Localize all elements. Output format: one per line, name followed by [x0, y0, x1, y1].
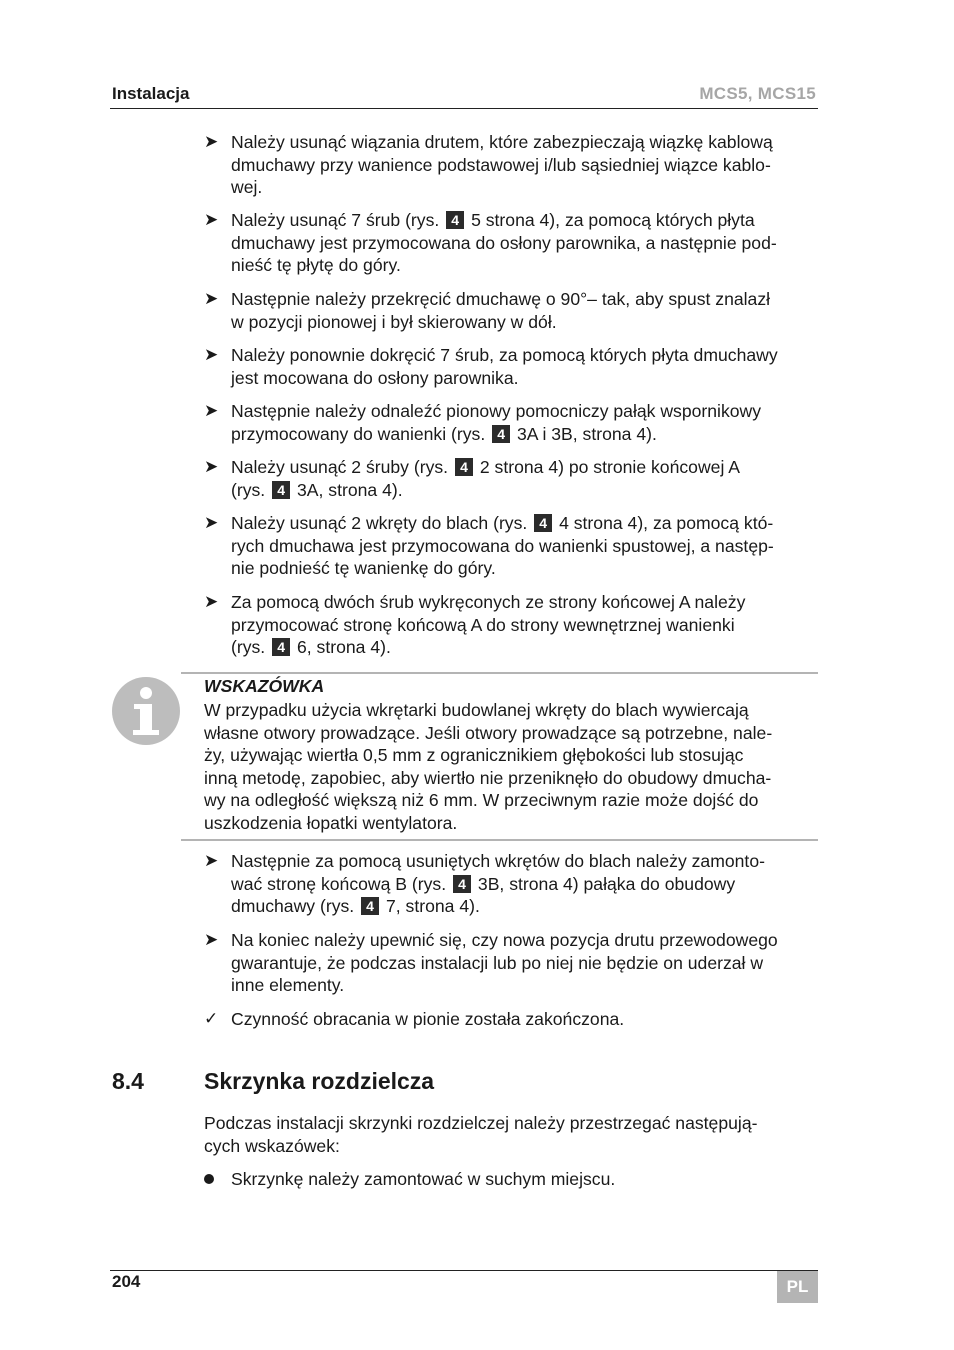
section-title: Skrzynka rozdzielcza	[204, 1068, 435, 1094]
step-item	[204, 929, 820, 997]
step-text: Należy usunąć 2 śruby (rys. 4 2 strona 4) po stronie końcowej A (rys. 4 3A, strona 4).	[231, 457, 741, 500]
checkmark-icon: ✓	[204, 1009, 219, 1028]
arrow-bullet-icon: ➤	[204, 851, 219, 870]
bullet-dot-icon	[204, 1168, 226, 1191]
arrow-bullet-icon: ➤	[204, 457, 219, 476]
step-item	[204, 591, 820, 659]
bullet-item	[204, 1168, 820, 1191]
step-text: Następnie za pomocą usuniętych wkrętów do blach należy zamonto- wać stronę końcową B (rys. 4 3B, strona 4) pałąka do obudowy dmuchawy (rys. 4 7, strona 4).	[231, 851, 765, 916]
note-title: WSKAZÓWKA	[204, 676, 325, 696]
step-item	[204, 209, 820, 277]
step-text: Następnie należy przekręcić dmuchawę o 90°– tak, aby spust znalazł w pozycji pionowej i był skierowany w dół.	[231, 289, 771, 332]
step-item	[204, 131, 820, 199]
figure-ref-badge: 4	[534, 514, 552, 532]
arrow-bullet-icon: ➤	[204, 345, 219, 364]
note-body: W przypadku użycia wkrętarki budowlanej wkręty do blach wywiercają własne otwory prowadzące. Jeśli otwory prowadzące są potrzebne, nale- ży, używając wiertła 0,5 mm z ogranicznikiem głębokości lub stosując inną metodę, zapobiec, aby wiertło nie przeniknęło do obudowy dmucha- wy na odległość większą niż 6 mm. W przeciwnym razie może dojść do uszkodzenia łopatki wentylatora.	[204, 700, 773, 833]
step-item	[204, 456, 820, 501]
figure-ref-badge: 4	[455, 458, 473, 476]
result-item	[204, 1008, 820, 1031]
note-bottom-rule	[181, 839, 818, 841]
step-text: Należy usunąć 2 wkręty do blach (rys. 4 4 strona 4), za pomocą któ- rych dmuchawa jest przymocowana do wanienki spustowej, a następ- nie podnieść tę wanienkę do góry.	[231, 513, 774, 578]
step-text: Następnie należy odnaleźć pionowy pomocniczy pałąk wspornikowy przymocowany do wanienki (rys. 4 3A i 3B, strona 4).	[231, 401, 762, 444]
section-number: 8.4	[112, 1068, 144, 1094]
arrow-bullet-icon: ➤	[204, 132, 219, 151]
figure-ref-badge: 4	[272, 481, 290, 499]
footer-rule	[110, 1270, 818, 1271]
note-top-rule	[181, 672, 818, 674]
figure-ref-badge: 4	[272, 638, 290, 656]
step-text: Należy usunąć wiązania drutem, które zabezpieczają wiązkę kablową dmuchawy przy wanience podstawowej i/lub sąsiedniej wiązce kablo- wej.	[231, 132, 773, 197]
figure-ref-badge: 4	[453, 875, 471, 893]
header-rule	[110, 108, 818, 109]
arrow-bullet-icon: ➤	[204, 592, 219, 611]
header-section-title: Instalacja	[112, 84, 190, 103]
arrow-bullet-icon: ➤	[204, 513, 219, 532]
bullet-text: Skrzynkę należy zamontować w suchym miejscu.	[231, 1169, 616, 1189]
figure-ref-badge: 4	[492, 425, 510, 443]
info-icon	[112, 677, 180, 745]
figure-ref-badge: 4	[361, 897, 379, 915]
figure-ref-badge: 4	[446, 211, 464, 229]
language-badge: PL	[777, 1271, 818, 1303]
step-text: Za pomocą dwóch śrub wykręconych ze strony końcowej A należy przymocować stronę końcową A do strony wewnętrznej wanienki (rys. 4 6, strona 4).	[231, 592, 746, 657]
result-text: Czynność obracania w pionie została zakończona.	[231, 1009, 625, 1029]
header-model-names: MCS5, MCS15	[699, 84, 816, 103]
step-item	[204, 512, 820, 580]
arrow-bullet-icon: ➤	[204, 289, 219, 308]
step-item	[204, 400, 820, 445]
step-item	[204, 288, 820, 333]
section-intro: Podczas instalacji skrzynki rozdzielczej należy przestrzegać następują- cych wskazówek:	[204, 1113, 758, 1156]
page-number: 204	[112, 1272, 141, 1291]
step-text: Należy usunąć 7 śrub (rys. 4 5 strona 4), za pomocą których płyta dmuchawy jest przymocowana do osłony parownika, a następnie pod- nieść tę płytę do góry.	[231, 210, 777, 275]
step-text: Na koniec należy upewnić się, czy nowa pozycja drutu przewodowego gwarantuje, że podczas instalacji lub po niej nie będzie on uderzał w inne elementy.	[231, 930, 778, 995]
arrow-bullet-icon: ➤	[204, 401, 219, 420]
step-text: Należy ponownie dokręcić 7 śrub, za pomocą których płyta dmuchawy jest mocowana do osłony parownika.	[231, 345, 778, 388]
arrow-bullet-icon: ➤	[204, 930, 219, 949]
step-item	[204, 850, 820, 918]
step-item	[204, 344, 820, 389]
arrow-bullet-icon: ➤	[204, 210, 219, 229]
